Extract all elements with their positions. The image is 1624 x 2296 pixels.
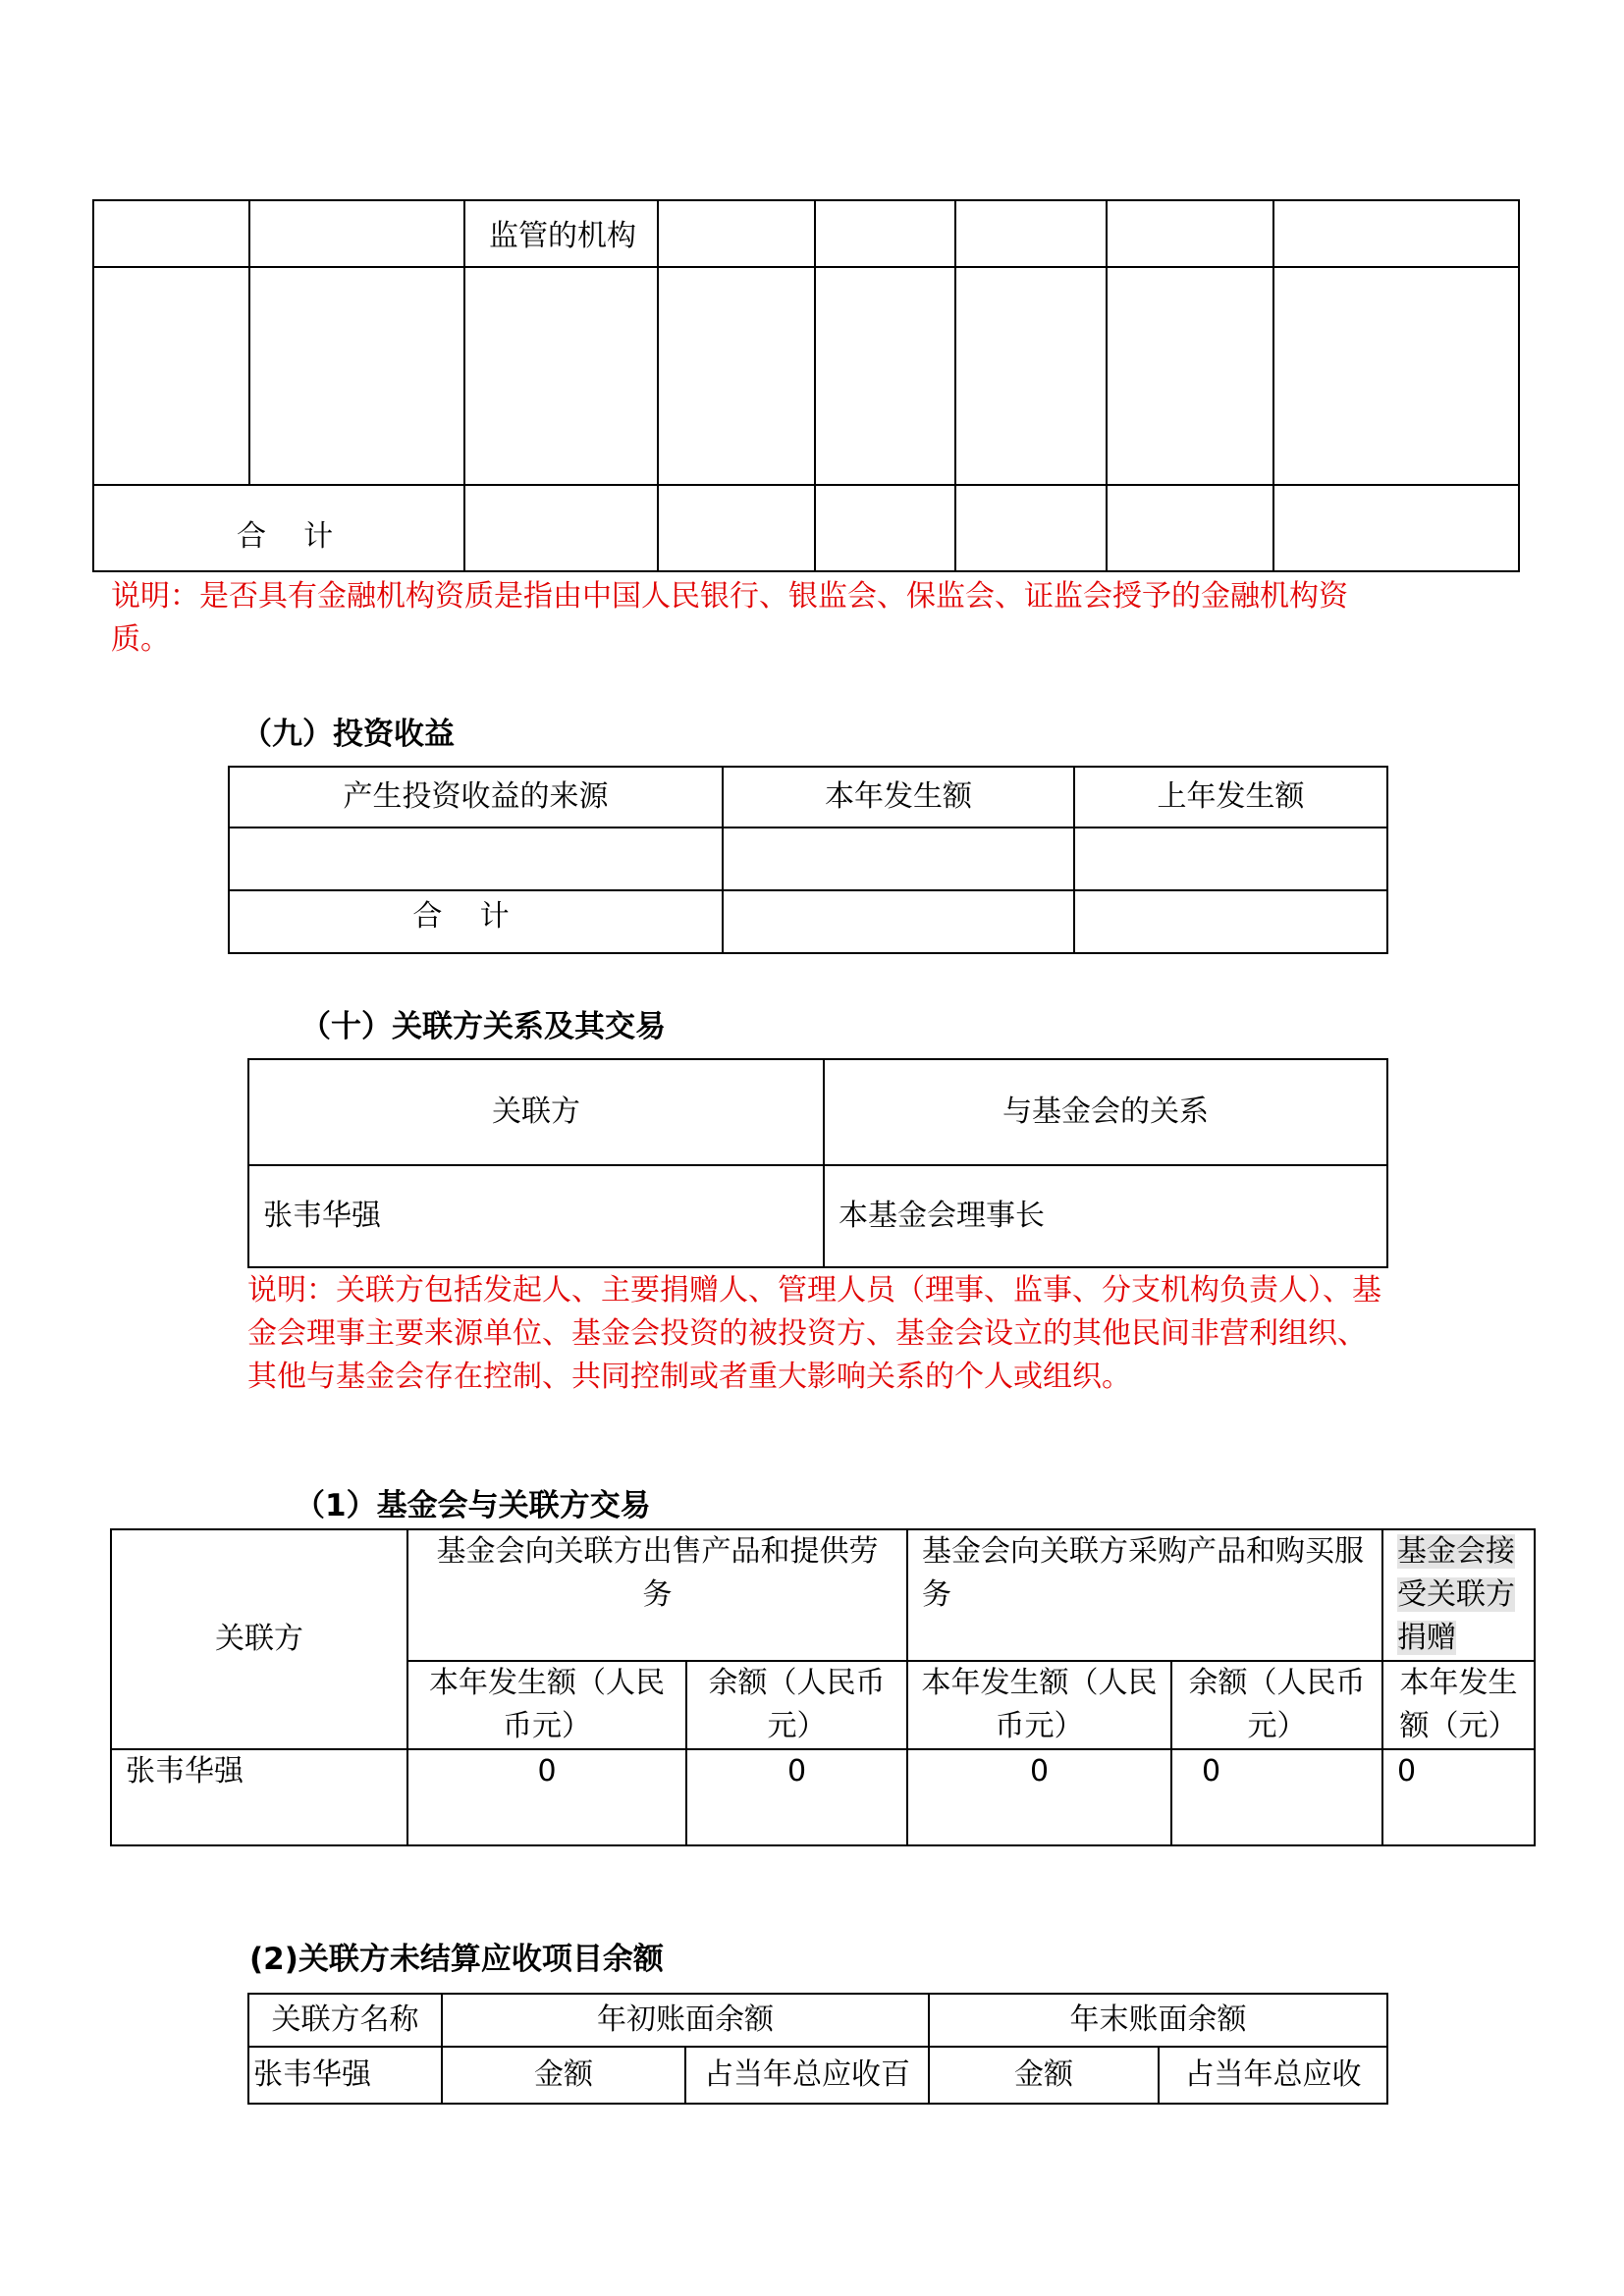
header-relationship: 与基金会的关系	[824, 1059, 1387, 1165]
header-current-year: 本年发生额	[723, 767, 1074, 828]
table1-cell	[464, 485, 658, 571]
table1-cell	[249, 200, 464, 267]
related-party-table	[247, 1058, 1388, 1268]
end-amount-label: 金额	[929, 2047, 1159, 2104]
table1-cell	[93, 267, 249, 485]
table-cell	[1074, 828, 1387, 890]
related-party-transactions-table	[110, 1528, 1536, 1846]
table-cell	[1074, 890, 1387, 953]
table1-cell	[1107, 485, 1273, 571]
sub1-heading: （1）基金会与关联方交易	[295, 1488, 651, 1523]
section10-heading: （十）关联方关系及其交易	[300, 1009, 666, 1044]
header-buy-amount: 本年发生额（人民币元）	[907, 1661, 1171, 1749]
table-cell	[723, 828, 1074, 890]
table1-cell	[658, 267, 815, 485]
header-donation-group	[1382, 1529, 1535, 1661]
table1-cell	[815, 200, 955, 267]
transaction-donation-amount: 0	[1382, 1749, 1535, 1845]
begin-amount-label: 金额	[442, 2047, 685, 2104]
header-sell-group: 基金会向关联方出售产品和提供劳务	[407, 1529, 907, 1661]
table1-cell	[955, 267, 1107, 485]
header-prior-year: 上年发生额	[1074, 767, 1387, 828]
donation-group-label: 基金会接受关联方捐赠	[1397, 1534, 1515, 1655]
table1-cell	[464, 267, 658, 485]
header-buy-balance: 余额（人民币元）	[1171, 1661, 1382, 1749]
header-related-party: 关联方	[248, 1059, 824, 1165]
header-party: 关联方	[111, 1529, 407, 1749]
table1-cell	[1273, 200, 1519, 267]
table1-header-cell: 监管的机构	[464, 200, 658, 267]
sub2-heading: (2)关联方未结算应收项目余额	[249, 1942, 664, 1977]
header-income-source: 产生投资收益的来源	[229, 767, 723, 828]
transaction-sell-amount: 0	[407, 1749, 686, 1845]
table-cell	[229, 828, 723, 890]
header-sell-amount: 本年发生额（人民币元）	[407, 1661, 686, 1749]
table1-cell	[1273, 485, 1519, 571]
table-cell	[723, 890, 1074, 953]
table1-cell	[955, 200, 1107, 267]
table1-cell	[1107, 200, 1273, 267]
header-buy-group: 基金会向关联方采购产品和购买服务	[907, 1529, 1382, 1661]
table1-cell	[815, 267, 955, 485]
begin-pct-label: 占当年总应收百	[685, 2047, 929, 2104]
header-party-name: 关联方名称	[248, 1994, 442, 2047]
transaction-party: 张韦华强	[111, 1749, 407, 1845]
financial-institution-table	[92, 199, 1520, 572]
transaction-buy-balance: 0	[1171, 1749, 1382, 1845]
table1-cell	[1273, 267, 1519, 485]
note-financial-qualification: 说明：是否具有金融机构资质是指由中国人民银行、银监会、保监会、证监会授予的金融机构资质。	[111, 579, 1348, 657]
header-donation-amount: 本年发生额（元）	[1382, 1661, 1535, 1749]
transaction-buy-amount: 0	[907, 1749, 1171, 1845]
investment-total-label: 合 计	[229, 890, 723, 953]
section9-heading: （九）投资收益	[242, 717, 455, 752]
table1-cell	[955, 485, 1107, 571]
transaction-sell-balance: 0	[686, 1749, 907, 1845]
table1-cell	[93, 200, 249, 267]
table1-cell	[658, 485, 815, 571]
table1-cell	[815, 485, 955, 571]
related-party-relationship: 本基金会理事长	[824, 1165, 1387, 1267]
end-pct-label: 占当年总应收	[1159, 2047, 1387, 2104]
table1-cell	[249, 267, 464, 485]
header-begin-balance: 年初账面余额	[442, 1994, 929, 2047]
header-sell-balance: 余额（人民币元）	[686, 1661, 907, 1749]
table1-cell	[658, 200, 815, 267]
table1-cell	[1107, 267, 1273, 485]
note-related-party-definition: 说明：关联方包括发起人、主要捐赠人、管理人员（理事、监事、分支机构负责人）、基金会理事主要来源单位、基金会投资的被投资方、基金会设立的其他民间非营利组织、其他与基金会存在控制、共同控制或者重大影响关系的个人或组织。	[247, 1273, 1381, 1394]
receivable-party-name: 张韦华强	[248, 2047, 442, 2104]
investment-income-table	[228, 766, 1388, 954]
receivables-table	[247, 1993, 1388, 2105]
header-end-balance: 年末账面余额	[929, 1994, 1387, 2047]
table1-total-label: 合 计	[93, 485, 464, 571]
related-party-name: 张韦华强	[248, 1165, 824, 1267]
